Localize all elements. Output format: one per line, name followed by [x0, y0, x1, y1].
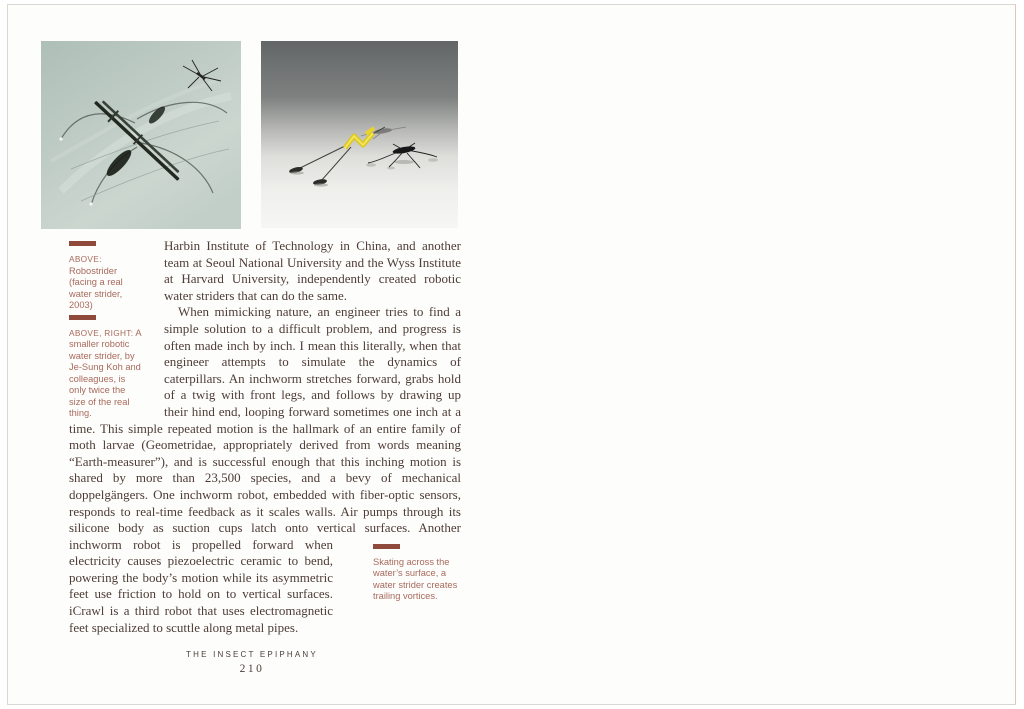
- figure-captions-column: [69, 238, 164, 420]
- running-book-title: THE INSECT EPIPHANY: [186, 650, 318, 659]
- caption-vortices: Skating across the water’s surface, a water strider creates trailing vortices.: [373, 556, 458, 602]
- smaller-robotic-strider-photo: [261, 41, 458, 228]
- caption-text: A smaller robotic water strider, by Je-Sung Koh and colleagues, is only twice the size of the real thing.: [69, 327, 142, 418]
- caption-accent-bar: [69, 241, 96, 246]
- caption-label: ABOVE, RIGHT:: [69, 327, 134, 338]
- caption-text: Robostrider (facing a real water strider, 2003): [69, 265, 123, 310]
- caption-vortices-block: [343, 541, 461, 603]
- right-page: [512, 5, 1017, 704]
- caption-label: ABOVE:: [69, 254, 102, 264]
- left-page: [8, 5, 511, 704]
- paragraph-2-part-a: When mimicking nature, an engineer tries to find a simple solution to a difficult problem, and progress is often made inch by inch. I mean this literally, when that engineer attempts to simulate the dynamics of caterpillars. An inchworm stretches forward, grabs hold of a twig with front legs, and follows by drawing up their hind end, looping forward sometimes one inch at a time. This simple repeated motion is the hallmark of an entire family of moth larvae (Geometridae, appropriately derived from words meaning “Earth-measurer”), and is successful enough that this inching motion is shared by more than 23,500 species, and a bevy of mechanical doppelgängers. One inchworm robot, embedded with fiber-optic sensors, responds to real-time feedback as it scales walls. Air pumps through its silicone body as suction cups latch onto vertical surfaces. Another: [69, 304, 461, 536]
- caption-smaller-strider: [69, 328, 143, 420]
- paragraph-1: Harbin Institute of Technology in China, and another team at Seoul National University and the Wyss Institute at Harvard University, independently created robotic water striders that can do the same.: [164, 238, 461, 303]
- page-number: 210: [239, 663, 265, 675]
- caption-accent-bar: [69, 315, 96, 320]
- caption-accent-bar: [373, 544, 400, 549]
- book-spread: [7, 4, 1016, 705]
- caption-robostrider: [69, 254, 143, 312]
- page-footer: [62, 650, 442, 675]
- robostrider-photo: [41, 41, 241, 229]
- body-text: [69, 238, 461, 636]
- paragraph-2-part-b: inchworm robot is propelled forward when electricity causes piezoelectric ceramic to bend, powering the body’s motion while its asymmetric feet use friction to hold on to vertical surfaces. iCrawl is a third robot that uses electromagnetic feet specialized to scuttle along metal pipes.: [69, 536, 333, 635]
